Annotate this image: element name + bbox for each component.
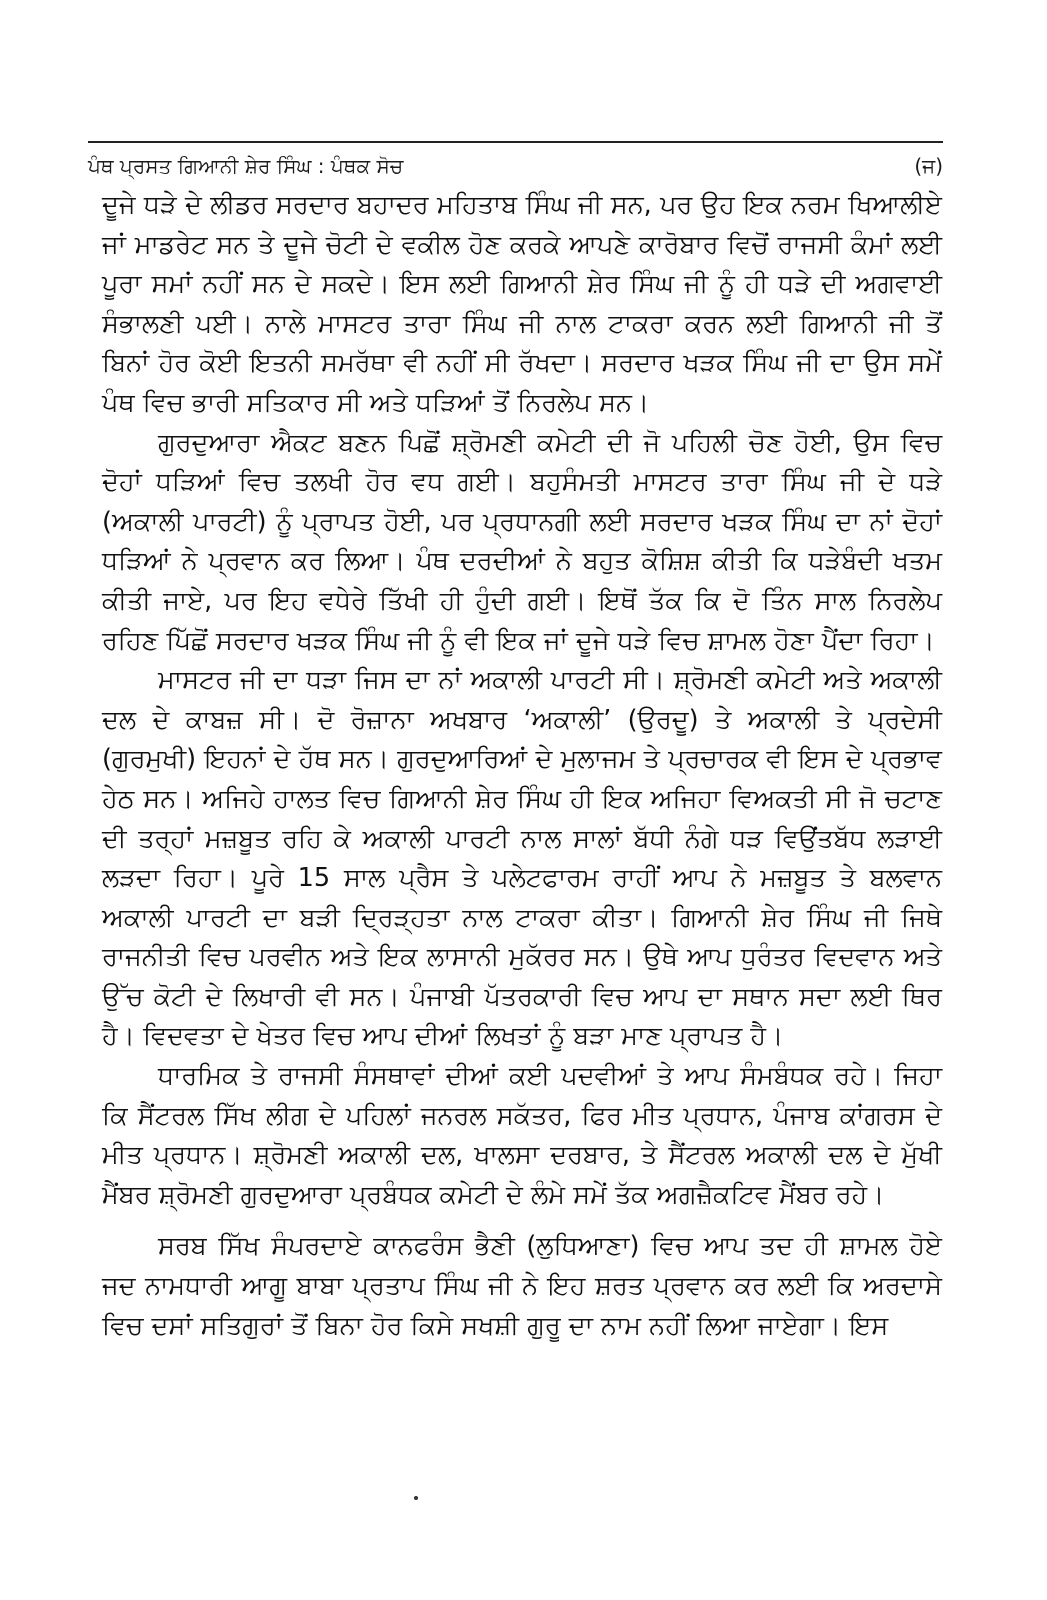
paragraph-4: ਧਾਰਮਿਕ ਤੇ ਰਾਜਸੀ ਸੰਸਥਾਵਾਂ ਦੀਆਂ ਕਈ ਪਦਵੀਆਂ ਤੇ ਆਪ ਸੰਮਬੰਧਕ ਰਹੇ। ਜਿਹਾ ਕਿ ਸੈਂਟਰਲ ਸਿੱਖ ਲੀਗ ਦੇ ਪਹਿਲਾਂ ਜਨਰਲ ਸਕੱਤਰ, ਫਿਰ ਮੀਤ ਪ੍ਰਧਾਨ, ਪੰਜਾਬ ਕਾਂਗਰਸ ਦੇ ਮੀਤ ਪ੍ਰਧਾਨ। ਸ਼੍ਰੋਮਣੀ ਅਕਾਲੀ ਦਲ, ਖਾਲਸਾ ਦਰਬਾਰ, ਤੇ ਸੈਂਟਰਲ ਅਕਾਲੀ ਦਲ ਦੇ ਮੁੱਖੀ ਮੈਂਬਰ ਸ਼੍ਰੋਮਣੀ ਗੁਰਦੁਆਰਾ ਪ੍ਰਬੰਧਕ ਕਮੇਟੀ ਦੇ ਲੰਮੇ ਸਮੇਂ ਤੱਕ ਅਗਜ਼ੈਕਟਿਵ ਮੈਂਬਰ ਰਹੇ। (102, 1061, 942, 1210)
running-header (88, 148, 943, 178)
body-text (102, 186, 942, 1346)
running-title: ਪੰਥ ਪ੍ਰਸਤ ਗਿਆਨੀ ਸ਼ੇਰ ਸਿੰਘ : ਪੰਥਕ ਸੋਚ (88, 154, 404, 178)
header-rule (88, 141, 943, 143)
paragraph-5: ਸਰਬ ਸਿੱਖ ਸੰਪਰਦਾਏ ਕਾਨਫਰੰਸ ਭੈਣੀ (ਲੁਧਿਆਣਾ) ਵਿਚ ਆਪ ਤਦ ਹੀ ਸ਼ਾਮਲ ਹੋਏ ਜਦ ਨਾਮਧਾਰੀ ਆਗੂ ਬਾਬਾ ਪ੍ਰਤਾਪ ਸਿੰਘ ਜੀ ਨੇ ਇਹ ਸ਼ਰਤ ਪ੍ਰਵਾਨ ਕਰ ਲਈ ਕਿ ਅਰਦਾਸੇ ਵਿਚ ਦਸਾਂ ਸਤਿਗੁਰਾਂ ਤੋਂ ਬਿਨਾ ਹੋਰ ਕਿਸੇ ਸਖਸ਼ੀ ਗੁਰੂ ਦਾ ਨਾਮ ਨਹੀਂ ਲਿਆ ਜਾਏਗਾ। ਇਸ (102, 1231, 942, 1341)
page-number: (ਜ) (914, 154, 943, 178)
paragraph-3: ਮਾਸਟਰ ਜੀ ਦਾ ਧੜਾ ਜਿਸ ਦਾ ਨਾਂ ਅਕਾਲੀ ਪਾਰਟੀ ਸੀ। ਸ਼੍ਰੋਮਣੀ ਕਮੇਟੀ ਅਤੇ ਅਕਾਲੀ ਦਲ ਦੇ ਕਾਬਜ਼ ਸੀ। ਦੋ ਰੋਜ਼ਾਨਾ ਅਖਬਾਰ ‘ਅਕਾਲੀ’ (ਉਰਦੂ) ਤੇ ਅਕਾਲੀ ਤੇ ਪ੍ਰਦੇਸੀ (ਗੁਰਮੁਖੀ) ਇਹਨਾਂ ਦੇ ਹੱਥ ਸਨ। ਗੁਰਦੁਆਰਿਆਂ ਦੇ ਮੁਲਾਜਮ ਤੇ ਪ੍ਰਚਾਰਕ ਵੀ ਇਸ ਦੇ ਪ੍ਰਭਾਵ ਹੇਠ ਸਨ। ਅਜਿਹੇ ਹਾਲਤ ਵਿਚ ਗਿਆਨੀ ਸ਼ੇਰ ਸਿੰਘ ਹੀ ਇਕ ਅਜਿਹਾ ਵਿਅਕਤੀ ਸੀ ਜੋ ਚਟਾਣ ਦੀ ਤਰ੍ਹਾਂ ਮਜ਼ਬੂਤ ਰਹਿ ਕੇ ਅਕਾਲੀ ਪਾਰਟੀ ਨਾਲ ਸਾਲਾਂ ਬੱਧੀ ਨੰਗੇ ਧੜ ਵਿਉਂਤਬੱਧ ਲੜਾਈ ਲੜਦਾ ਰਿਹਾ। ਪੂਰੇ 15 ਸਾਲ ਪ੍ਰੈਸ ਤੇ ਪਲੇਟਫਾਰਮ ਰਾਹੀਂ ਆਪ ਨੇ ਮਜ਼ਬੂਤ ਤੇ ਬਲਵਾਨ ਅਕਾਲੀ ਪਾਰਟੀ ਦਾ ਬੜੀ ਦ੍ਰਿੜ੍ਹਤਾ ਨਾਲ ਟਾਕਰਾ ਕੀਤਾ। ਗਿਆਨੀ ਸ਼ੇਰ ਸਿੰਘ ਜੀ ਜਿਥੇ ਰਾਜਨੀਤੀ ਵਿਚ ਪਰਵੀਨ ਅਤੇ ਇਕ ਲਾਸਾਨੀ ਮੁਕੱਰਰ ਸਨ। ਉਥੇ ਆਪ ਧੁਰੰਤਰ ਵਿਦਵਾਨ ਅਤੇ ਉੱਚ ਕੋਟੀ ਦੇ ਲਿਖਾਰੀ ਵੀ ਸਨ। ਪੰਜਾਬੀ ਪੱਤਰਕਾਰੀ ਵਿਚ ਆਪ ਦਾ ਸਥਾਨ ਸਦਾ ਲਈ ਥਿਰ ਹੈ। ਵਿਦਵਤਾ ਦੇ ਖੇਤਰ ਵਿਚ ਆਪ ਦੀਆਂ ਲਿਖਤਾਂ ਨੂੰ ਬੜਾ ਮਾਣ ਪ੍ਰਾਪਤ ਹੈ। (102, 665, 942, 1052)
paragraph-2: ਗੁਰਦੁਆਰਾ ਐਕਟ ਬਣਨ ਪਿਛੋਂ ਸ਼੍ਰੋਮਣੀ ਕਮੇਟੀ ਦੀ ਜੋ ਪਹਿਲੀ ਚੋਣ ਹੋਈ, ਉਸ ਵਿਚ ਦੋਹਾਂ ਧੜਿਆਂ ਵਿਚ ਤਲਖੀ ਹੋਰ ਵਧ ਗਈ। ਬਹੁਸੰਮਤੀ ਮਾਸਟਰ ਤਾਰਾ ਸਿੰਘ ਜੀ ਦੇ ਧੜੇ (ਅਕਾਲੀ ਪਾਰਟੀ) ਨੂੰ ਪ੍ਰਾਪਤ ਹੋਈ, ਪਰ ਪ੍ਰਧਾਨਗੀ ਲਈ ਸਰਦਾਰ ਖੜਕ ਸਿੰਘ ਦਾ ਨਾਂ ਦੋਹਾਂ ਧੜਿਆਂ ਨੇ ਪ੍ਰਵਾਨ ਕਰ ਲਿਆ। ਪੰਥ ਦਰਦੀਆਂ ਨੇ ਬਹੁਤ ਕੋਸ਼ਿਸ਼ ਕੀਤੀ ਕਿ ਧੜੇਬੰਦੀ ਖਤਮ ਕੀਤੀ ਜਾਏ, ਪਰ ਇਹ ਵਧੇਰੇ ਤਿੱਖੀ ਹੀ ਹੁੰਦੀ ਗਈ। ਇਥੋਂ ਤੱਕ ਕਿ ਦੋ ਤਿੰਨ ਸਾਲ ਨਿਰਲੇਪ ਰਹਿਣ ਪਿੱਛੋਂ ਸਰਦਾਰ ਖੜਕ ਸਿੰਘ ਜੀ ਨੂੰ ਵੀ ਇਕ ਜਾਂ ਦੂਜੇ ਧੜੇ ਵਿਚ ਸ਼ਾਮਲ ਹੋਣਾ ਪੈਂਦਾ ਰਿਹਾ। (102, 427, 942, 656)
print-speck (414, 1496, 418, 1500)
paragraph-1: ਦੂਜੇ ਧੜੇ ਦੇ ਲੀਡਰ ਸਰਦਾਰ ਬਹਾਦਰ ਮਹਿਤਾਬ ਸਿੰਘ ਜੀ ਸਨ, ਪਰ ਉਹ ਇਕ ਨਰਮ ਖਿਆਲੀਏ ਜਾਂ ਮਾਡਰੇਟ ਸਨ ਤੇ ਦੂਜੇ ਚੋਟੀ ਦੇ ਵਕੀਲ ਹੋਣ ਕਰਕੇ ਆਪਣੇ ਕਾਰੋਬਾਰ ਵਿਚੋਂ ਰਾਜਸੀ ਕੰਮਾਂ ਲਈ ਪੂਰਾ ਸਮਾਂ ਨਹੀਂ ਸਨ ਦੇ ਸਕਦੇ। ਇਸ ਲਈ ਗਿਆਨੀ ਸ਼ੇਰ ਸਿੰਘ ਜੀ ਨੂੰ ਹੀ ਧੜੇ ਦੀ ਅਗਵਾਈ ਸੰਭਾਲਣੀ ਪਈ। ਨਾਲੇ ਮਾਸਟਰ ਤਾਰਾ ਸਿੰਘ ਜੀ ਨਾਲ ਟਾਕਰਾ ਕਰਨ ਲਈ ਗਿਆਨੀ ਜੀ ਤੋਂ ਬਿਨਾਂ ਹੋਰ ਕੋਈ ਇਤਨੀ ਸਮਰੱਥਾ ਵੀ ਨਹੀਂ ਸੀ ਰੱਖਦਾ। ਸਰਦਾਰ ਖੜਕ ਸਿੰਘ ਜੀ ਦਾ ਉਸ ਸਮੇਂ ਪੰਥ ਵਿਚ ਭਾਰੀ ਸਤਿਕਾਰ ਸੀ ਅਤੇ ਧੜਿਆਂ ਤੋਂ ਨਿਰਲੇਪ ਸਨ। (102, 190, 942, 418)
